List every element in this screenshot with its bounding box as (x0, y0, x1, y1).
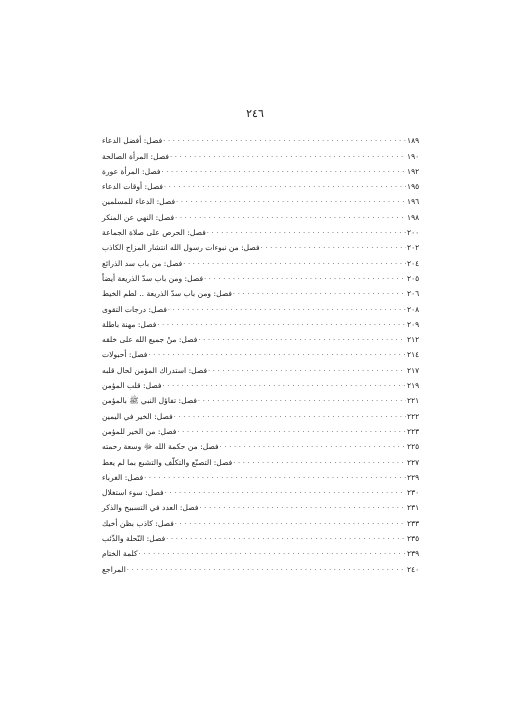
toc-entry (101, 222, 421, 237)
toc-leader-dots (175, 518, 406, 527)
toc-entry-title: فصل: الحرص على صلاة الجماعة (102, 228, 206, 238)
toc-entry-page: ٢٣٠ (407, 488, 420, 498)
toc-entry (101, 421, 421, 436)
toc-entry (101, 145, 421, 160)
toc-entry-page: ٢٣٣ (407, 518, 420, 528)
toc-entry (101, 451, 421, 466)
toc-entry-page: ٢٣١ (407, 503, 420, 513)
toc-leader-dots (144, 472, 406, 481)
toc-leader-dots (198, 334, 406, 343)
toc-leader-dots (163, 135, 406, 144)
toc-entry-title: فصل: الغرباء (102, 472, 144, 482)
toc-entry-title: فصل: العدد في التسبيح والذكر (102, 503, 199, 513)
toc-entry-title: فصل: ومن باب سدّ الذريعة أيضاً (102, 273, 204, 283)
toc-entry (101, 298, 421, 313)
toc-entry (101, 161, 421, 176)
toc-entry-page: ٢٣٩ (407, 549, 420, 559)
toc-leader-dots (164, 181, 406, 190)
toc-entry-page: ٢٢١ (407, 396, 420, 406)
toc-leader-dots (166, 533, 406, 542)
toc-entry (101, 482, 421, 497)
toc-leader-dots (157, 319, 406, 328)
toc-leader-dots (162, 166, 406, 175)
toc-entry (101, 543, 421, 558)
toc-entry (101, 436, 421, 451)
toc-entry-page: ٢٣٥ (407, 534, 420, 544)
toc-entry (101, 344, 421, 359)
toc-entry-title: فصل: الخير في اليمين (102, 411, 173, 421)
toc-leader-dots (148, 349, 406, 358)
toc-entry-title: فصل: قلب المؤمن (102, 381, 162, 391)
toc-entry-title: فصل: درجات التقوى (102, 304, 167, 314)
toc-entry-title: فصل: من الخير للمؤمن (102, 426, 177, 436)
toc-entry-title: فصل: استدراك المؤمن لحال قلبه (102, 365, 208, 375)
toc-entry (101, 268, 421, 283)
toc-entry-page: ٢٤٠ (407, 564, 420, 574)
toc-leader-dots (127, 564, 406, 573)
toc-entry-page: ٢١٧ (407, 365, 420, 375)
toc-entry (101, 497, 421, 512)
page-number: ٢٤٦ (246, 107, 264, 120)
toc-entry (101, 176, 421, 191)
toc-entry-title: فصل: تفاؤل النبي ﷺ بالمؤمن (102, 396, 198, 406)
toc-entry-title: فصل: من باب سد الذرائع (102, 258, 183, 268)
toc-entry-page: ٢٢٩ (407, 472, 420, 482)
toc-leader-dots (175, 212, 406, 221)
toc-entry-page: ٢١٢ (407, 335, 420, 345)
toc-entry (101, 528, 421, 543)
toc-entry-page: ٢١٩ (407, 381, 420, 391)
toc-leader-dots (139, 548, 406, 557)
toc-leader-dots (168, 304, 406, 313)
toc-leader-dots (183, 258, 406, 267)
toc-entry (101, 237, 421, 252)
toc-entry-title: المراجع (102, 564, 126, 574)
toc-entry-page: ٢٠٥ (407, 273, 420, 283)
toc-entry-title: كلمة الختام (102, 549, 138, 559)
toc-leader-dots (233, 457, 406, 466)
toc-entry-title: فصل: التصنّع والتكلّف والتشبع بما لم يعط (102, 457, 233, 467)
toc-leader-dots (174, 411, 406, 420)
toc-entry (101, 191, 421, 206)
toc-entry-page: ١٩٦ (407, 197, 420, 207)
toc-entry-page: ٢٠٩ (407, 319, 420, 329)
toc-entry (101, 359, 421, 374)
toc-entry (101, 314, 421, 329)
toc-entry (101, 375, 421, 390)
toc-entry-page: ١٨٩ (407, 136, 420, 146)
toc-entry (101, 329, 421, 344)
toc-entry-page: ٢٢٥ (407, 442, 420, 452)
toc-entry-page: ١٩٠ (407, 151, 420, 161)
toc-entry (101, 512, 421, 527)
toc-entry-title: فصل: مهنة باطلة (102, 319, 157, 329)
toc-leader-dots (208, 365, 406, 374)
toc-leader-dots (198, 395, 406, 404)
toc-leader-dots (176, 196, 406, 205)
toc-entry-page: ٢٠٨ (407, 304, 420, 314)
toc-entry-title: فصل: الدعاء للمسلمين (102, 197, 176, 207)
toc-leader-dots (199, 502, 406, 511)
toc-entry-page: ١٩٥ (407, 182, 420, 192)
toc-entry-page: ١٩٨ (407, 212, 420, 222)
toc-entry-title: فصل: سوء استغلال (102, 488, 164, 498)
toc-entry-page: ٢٢٧ (407, 457, 420, 467)
toc-entry-page: ١٩٢ (407, 166, 420, 176)
table-of-contents (101, 130, 421, 574)
toc-entry (101, 405, 421, 420)
toc-entry-title: فصل: أوقات الدعاء (102, 182, 164, 192)
toc-leader-dots (233, 288, 406, 297)
toc-entry-page: ٢١٤ (407, 350, 420, 360)
toc-entry-title: فصل: أفضل الدعاء (102, 136, 163, 146)
toc-entry-title: فصل: أحبولات (102, 350, 148, 360)
toc-leader-dots (207, 227, 406, 236)
toc-entry (101, 390, 421, 405)
toc-entry-page: ٢٢٢ (407, 411, 420, 421)
toc-leader-dots (220, 441, 406, 450)
toc-entry (101, 467, 421, 482)
toc-entry-title: فصل: المرأة الصالحة (102, 151, 170, 161)
toc-entry-title: فصل: النّحلة والذّئب (102, 534, 166, 544)
toc-entry-title: فصل: منْ جميع الله على خلقه (102, 335, 198, 345)
toc-leader-dots (261, 242, 406, 251)
toc-entry-page: ٢٢٣ (407, 426, 420, 436)
toc-entry-title: فصل: ومن باب سدّ الذريعة .. لطم الخيط (102, 289, 233, 299)
toc-leader-dots (170, 151, 406, 160)
toc-entry (101, 252, 421, 267)
toc-leader-dots (165, 487, 406, 496)
toc-entry-title: فصل: من حكمة الله ﷻ وسعة رحمته (102, 442, 219, 452)
toc-entry (101, 130, 421, 145)
toc-entry (101, 206, 421, 221)
toc-leader-dots (163, 380, 406, 389)
toc-entry (101, 558, 421, 573)
toc-entry-title: فصل: المرأة عورة (102, 166, 161, 176)
toc-entry-title: فصل: كاذب بظن أخيك (102, 518, 174, 528)
toc-entry-title: فصل: من نبوءات رسول الله انتشار المزاح الكاذب (102, 243, 260, 253)
toc-entry-page: ٢٠٦ (407, 289, 420, 299)
toc-entry-page: ٢٠٠ (407, 228, 420, 238)
toc-entry-page: ٢٠٤ (407, 258, 420, 268)
toc-entry (101, 283, 421, 298)
toc-entry-title: فصل: النهي عن المنكر (102, 212, 175, 222)
toc-leader-dots (204, 273, 406, 282)
toc-entry-page: ٢٠٢ (407, 243, 420, 253)
toc-leader-dots (177, 426, 406, 435)
